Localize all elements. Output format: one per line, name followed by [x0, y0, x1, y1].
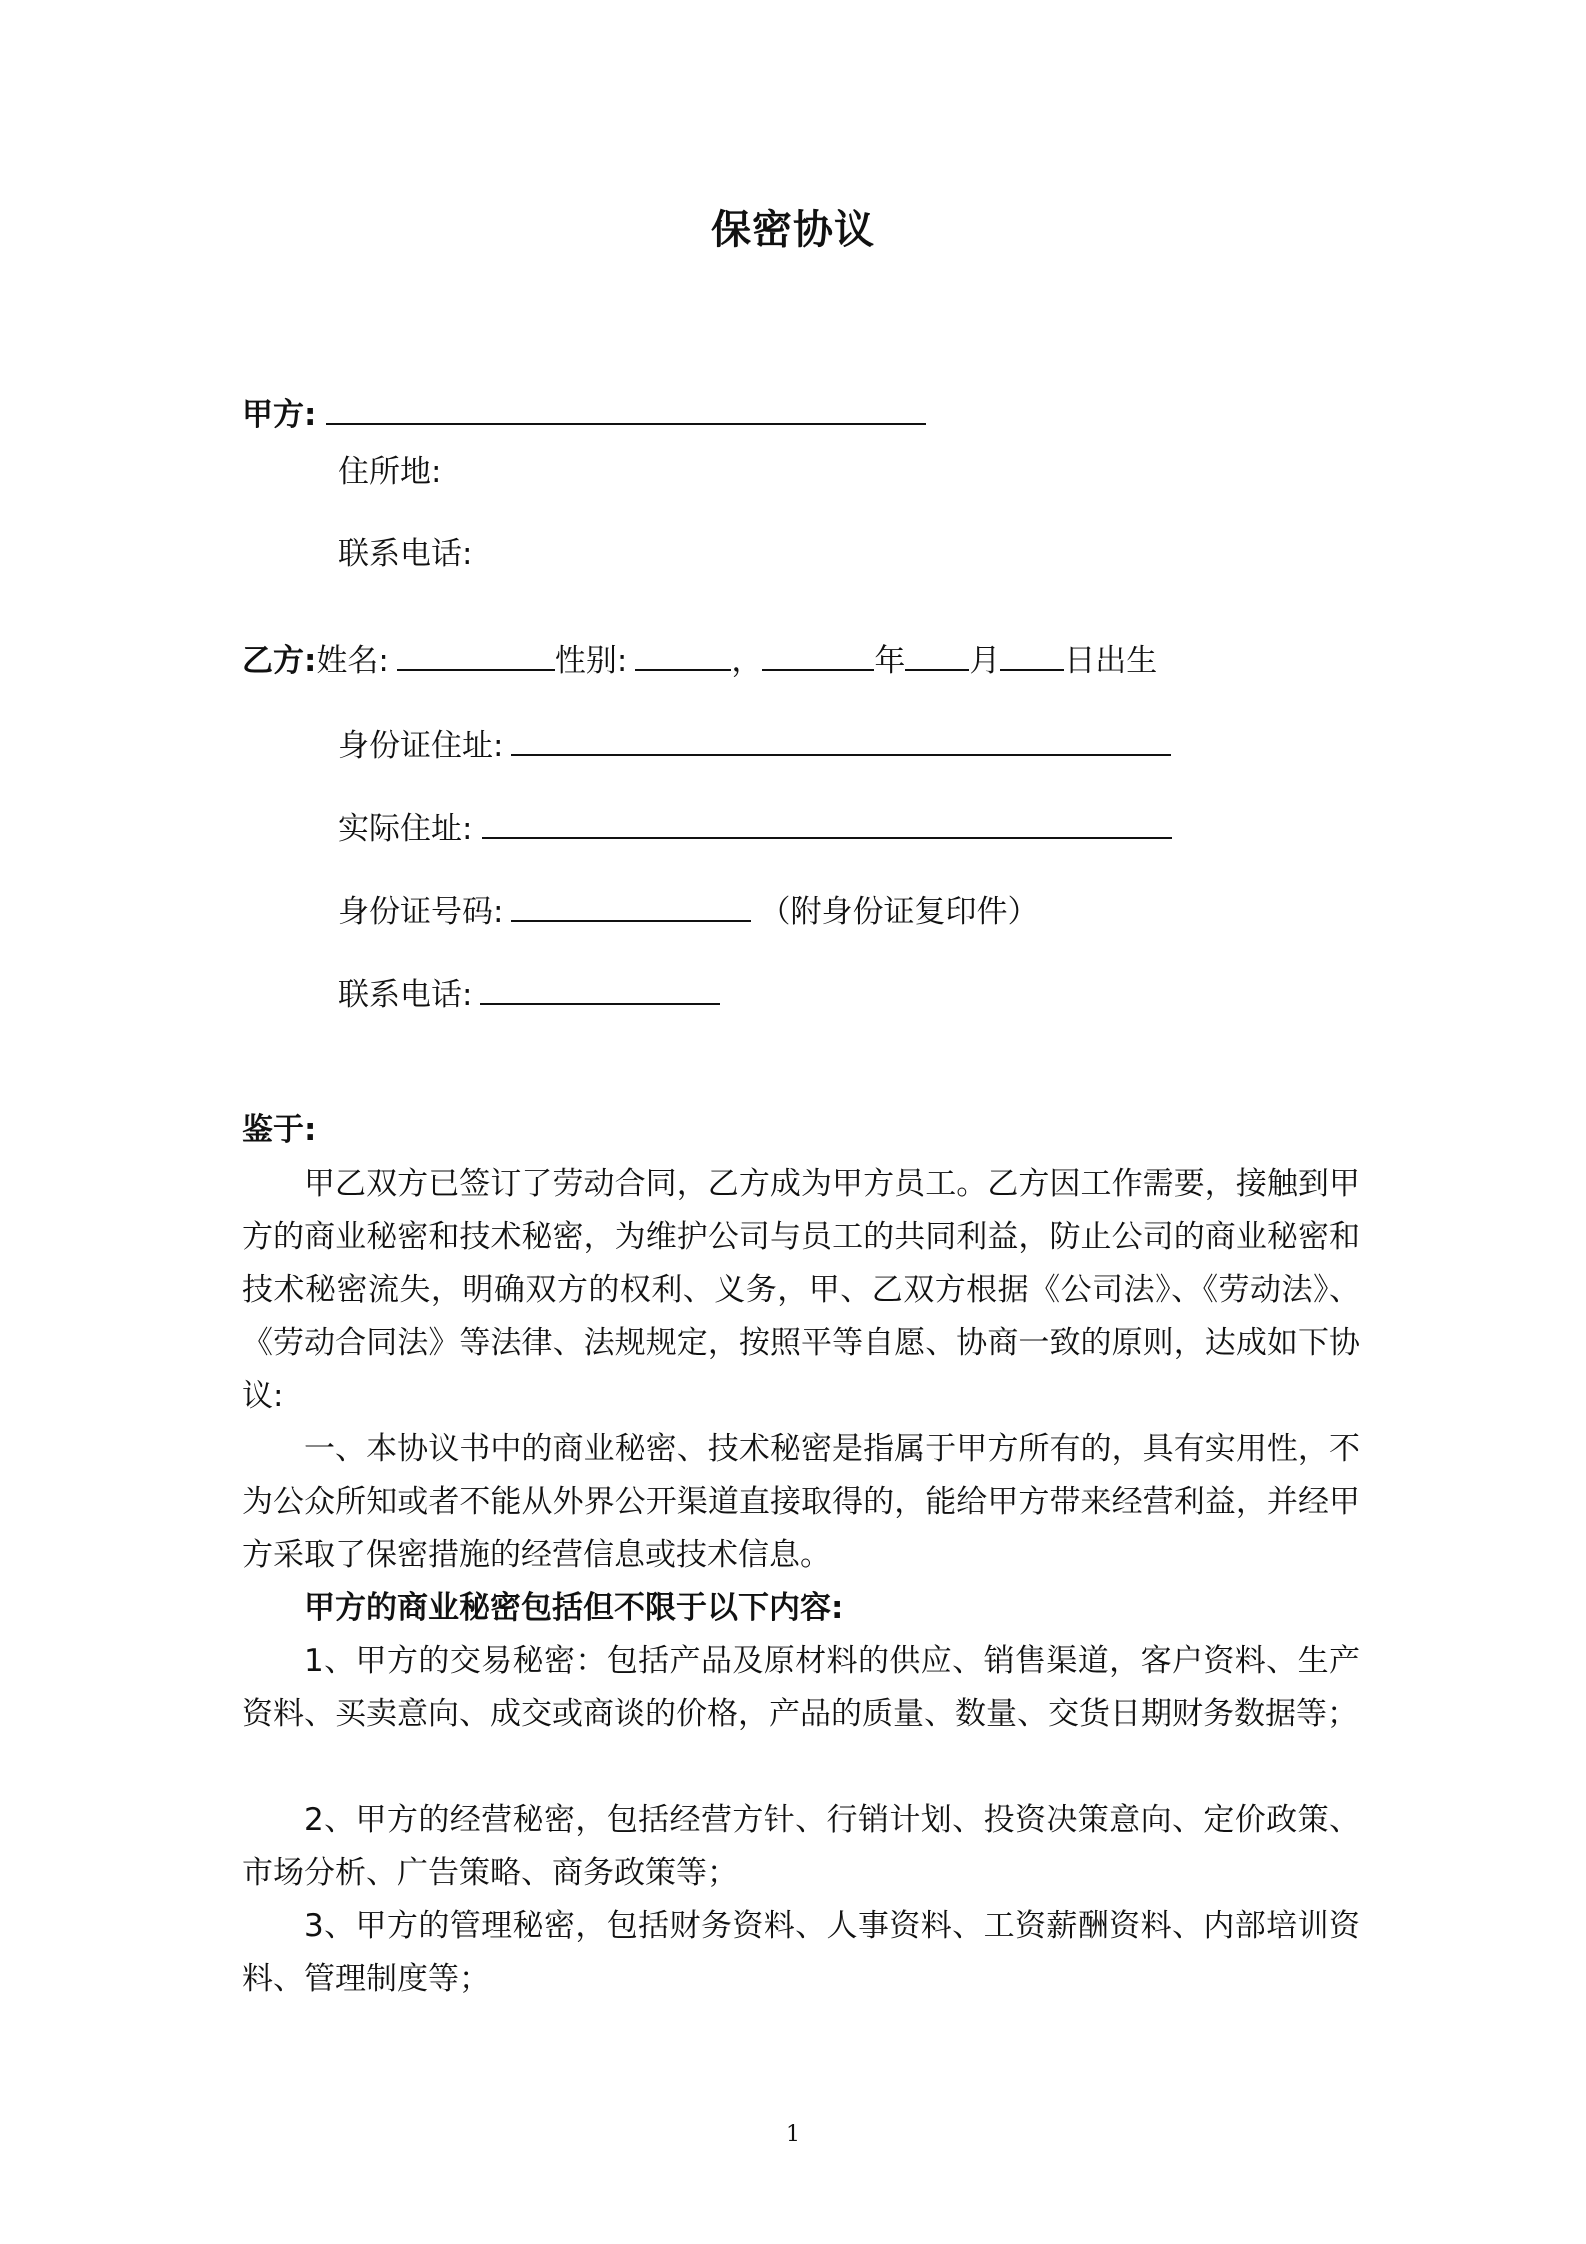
party-a-phone-label: 联系电话:	[338, 536, 473, 572]
actual-address-label: 实际住址:	[338, 811, 473, 847]
id-address-blank	[511, 724, 1171, 756]
page-number: 1	[786, 2122, 800, 2147]
id-copy-note: （附身份证复印件）	[759, 894, 1039, 930]
birth-year-blank	[762, 639, 874, 671]
id-number-label: 身份证号码:	[338, 894, 504, 930]
party-b-gender-blank	[635, 639, 731, 671]
whereas-paragraph: 甲乙双方已签订了劳动合同，乙方成为甲方员工。乙方因工作需要，接触到甲方的商业秘密和技术秘密，为维护公司与员工的共同利益，防止公司的商业秘密和技术秘密流失，明确双方的权利、义务，甲、乙双方根据《公司法》、《劳动法》、《劳动合同法》等法律、法规规定，按照平等自愿、协商一致的原则，达成如下协议:	[242, 1166, 1360, 1414]
page-title: 保密协议	[711, 207, 875, 253]
party-b-phone-label: 联系电话:	[338, 977, 473, 1013]
month-label: 月	[969, 643, 1001, 679]
id-number-blank	[511, 890, 751, 922]
party-b-label: 乙方:	[242, 643, 317, 679]
party-b-gender-label: 性别:	[554, 643, 628, 679]
birth-label: 日出生	[1064, 643, 1158, 679]
comma: ，	[731, 643, 763, 679]
clause-management: 3、甲方的管理秘密，包括财务资料、人事资料、工资薪酬资料、内部培训资料、管理制度等；	[242, 1908, 1360, 1997]
party-b-row	[242, 639, 1157, 681]
party-a-address-label: 住所地:	[338, 454, 442, 490]
whereas-label: 鉴于:	[242, 1112, 317, 1148]
birth-month-blank	[905, 639, 969, 671]
trade-secret-heading: 甲方的商业秘密包括但不限于以下内容:	[304, 1590, 844, 1626]
clause-trade: 1、甲方的交易秘密：包括产品及原材料的供应、销售渠道，客户资料、生产资料、买卖意向、成交或商谈的价格，产品的质量、数量、交货日期财务数据等；	[242, 1643, 1360, 1732]
id-address-label: 身份证住址:	[338, 728, 504, 764]
actual-address-row	[338, 807, 1172, 849]
year-label: 年	[874, 643, 906, 679]
party-a-blank	[326, 393, 926, 425]
party-b-phone-row	[338, 973, 720, 1015]
clause-operation: 2、甲方的经营秘密，包括经营方针、行销计划、投资决策意向、定价政策、市场分析、广告策略、商务政策等；	[242, 1802, 1360, 1891]
birth-day-blank	[1000, 639, 1064, 671]
clause-1: 一、本协议书中的商业秘密、技术秘密是指属于甲方所有的，具有实用性，不为公众所知或者不能从外界公开渠道直接取得的，能给甲方带来经营利益，并经甲方采取了保密措施的经营信息或技术信息。	[242, 1431, 1360, 1573]
party-a-label: 甲方:	[242, 397, 317, 433]
party-b-name-label: 姓名:	[316, 643, 389, 679]
party-b-name-blank	[397, 639, 555, 671]
party-b-phone-blank	[480, 973, 720, 1005]
id-address-row	[338, 724, 1171, 766]
id-number-row	[338, 890, 1038, 932]
actual-address-blank	[482, 807, 1172, 839]
party-a-row	[242, 393, 926, 435]
